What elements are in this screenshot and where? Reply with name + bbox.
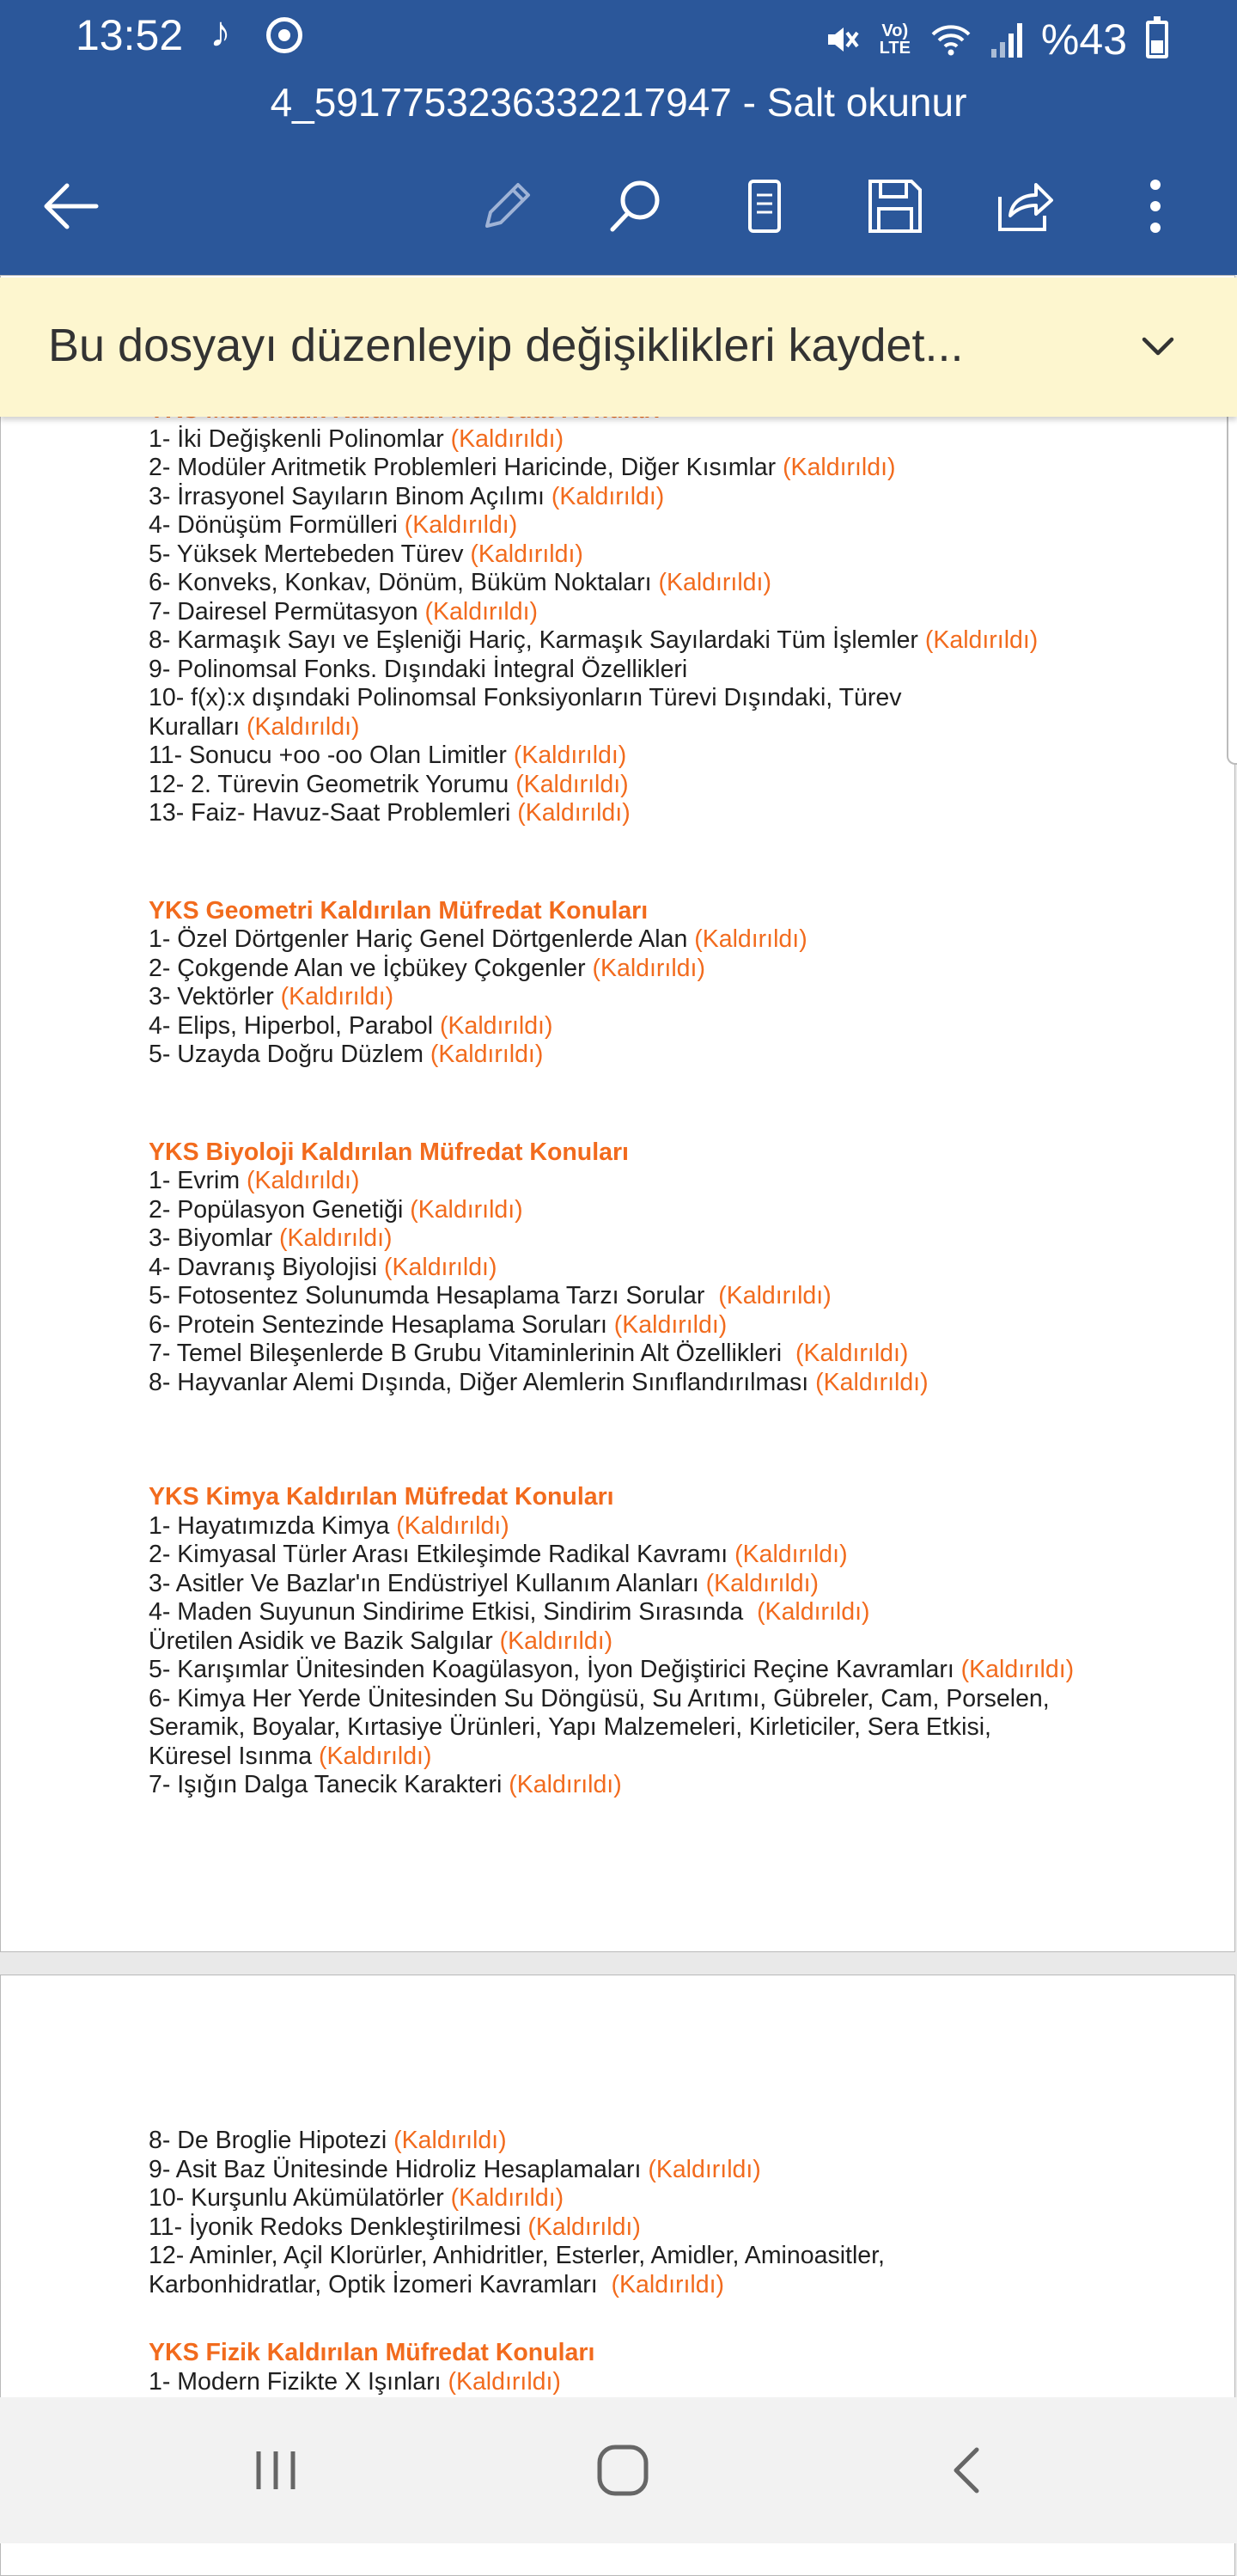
list-item: 6- Kimya Her Yerde Ünitesinden Su Döngüsü, Su Arıtımı, Gübreler, Cam, Porselen, Seramik, Boyalar, Kırtasiye Ürünleri, Yapı Malzemeleri, Kirleticiler, Sera Etkisi, Küresel Isınma (Kaldırıldı)	[149, 1684, 1057, 1770]
list-item: 10- Kurşunlu Akümülatörler (Kaldırıldı)	[149, 2184, 564, 2212]
section-heading: YKS Kimya Kaldırılan Müfredat Konuları	[149, 1483, 614, 1511]
section-fizik	[149, 2339, 1145, 2396]
back-arrow-icon[interactable]	[33, 168, 110, 245]
section-biyoloji	[149, 1138, 1145, 1398]
list-item: 9- Asit Baz Ünitesinde Hidroliz Hesaplamaları (Kaldırıldı)	[149, 2155, 761, 2183]
list-item: 8- Karmaşık Sayı ve Eşleniği Hariç, Karmaşık Sayılardaki Tüm İşlemler (Kaldırıldı)	[149, 626, 1039, 654]
list-item: 2- Popülasyon Genetiği (Kaldırıldı)	[149, 1195, 523, 1224]
list-item: 8- Hayvanlar Alemi Dışında, Diğer Alemlerin Sınıflandırılması (Kaldırıldı)	[149, 1368, 929, 1396]
recent-apps-icon[interactable]	[237, 2432, 314, 2509]
section-heading: YKS Fizik Kaldırılan Müfredat Konuları	[149, 2339, 595, 2366]
list-item: 5- Karışımlar Ünitesinden Koagülasyon, İyon Değiştirici Reçine Kavramları (Kaldırıldı)	[149, 1656, 1075, 1683]
document-title: 4_5917753236332217947 - Salt okunur	[270, 80, 967, 125]
more-vertical-icon[interactable]	[1117, 168, 1194, 245]
list-item: 2- Kimyasal Türler Arası Etkileşimde Radikal Kavramı (Kaldırıldı)	[149, 1541, 848, 1568]
wifi-icon	[929, 22, 972, 57]
home-icon[interactable]	[584, 2432, 661, 2509]
page-1-content	[149, 396, 1145, 1800]
list-item: 4- Maden Suyunun Sindirime Etkisi, Sindirim Sırasında (Kaldırıldı)	[149, 1598, 870, 1626]
list-item: 3- Vektörler (Kaldırıldı)	[149, 983, 394, 1010]
list-item: 1- İki Değişkenli Polinomlar (Kaldırıldı)	[149, 424, 564, 453]
share-icon[interactable]	[986, 168, 1063, 245]
list-item: 3- Biyomlar (Kaldırıldı)	[149, 1224, 393, 1252]
chevron-down-icon[interactable]	[1134, 326, 1182, 369]
whatsapp-icon	[266, 17, 302, 53]
list-item: 12- 2. Türevin Geometrik Yorumu (Kaldırıldı)	[149, 770, 629, 798]
list-item: 2- Modüler Aritmetik Problemleri Haricinde, Diğer Kısımlar (Kaldırıldı)	[149, 454, 896, 481]
list-item: 5- Uzayda Doğru Düzlem (Kaldırıldı)	[149, 1041, 544, 1068]
list-item: 10- f(x):x dışındaki Polinomsal Fonksiyonların Türevi Dışındaki, Türev Kuralları (Kaldırıldı)	[149, 684, 909, 741]
section-kimya	[149, 1483, 1145, 1800]
signal-icon	[991, 21, 1022, 58]
mute-icon	[823, 21, 861, 58]
list-item: 11- Sonucu +oo -oo Olan Limitler (Kaldırıldı)	[149, 742, 627, 769]
list-item: 5- Yüksek Mertebeden Türev (Kaldırıldı)	[149, 540, 583, 568]
list-item: 6- Protein Sentezinde Hesaplama Soruları (Kaldırıldı)	[149, 1310, 728, 1339]
section-heading: YKS Biyoloji Kaldırılan Müfredat Konuları	[149, 1138, 629, 1166]
section-heading: YKS Geometri Kaldırılan Müfredat Konuları	[149, 896, 649, 925]
status-right	[823, 14, 1168, 65]
section-geometri	[149, 897, 1145, 1070]
list-item: 4- Dönüşüm Formülleri (Kaldırıldı)	[149, 511, 518, 539]
mobile-view-icon[interactable]	[726, 168, 803, 245]
battery-icon	[1146, 21, 1168, 58]
list-item: 12- Aminler, Açil Klorürler, Anhidritler, Esterler, Amidler, Aminoasitler, Karbonhidratlar, Optik İzomeri Kavramları (Kaldırıldı)	[149, 2242, 892, 2298]
list-item: 8- De Broglie Hipotezi (Kaldırıldı)	[149, 2127, 507, 2154]
save-icon[interactable]	[856, 168, 934, 245]
list-item: 1- Özel Dörtgenler Hariç Genel Dörtgenlerde Alan (Kaldırıldı)	[149, 925, 807, 953]
list-item: Üretilen Asidik ve Bazik Salgılar (Kaldırıldı)	[149, 1627, 613, 1655]
navigation-bar	[0, 2397, 1237, 2543]
list-item: 7- Temel Bileşenlerde B Grubu Vitaminlerinin Alt Özellikleri (Kaldırıldı)	[149, 1340, 909, 1367]
edit-banner[interactable]	[0, 278, 1237, 417]
list-item: 3- Asitler Ve Bazlar'ın Endüstriyel Kullanım Alanları (Kaldırıldı)	[149, 1569, 820, 1597]
list-item: 9- Polinomsal Fonks. Dışındaki İntegral Özellikleri	[149, 655, 688, 683]
toolbar	[0, 168, 1237, 245]
pencil-icon[interactable]	[468, 168, 545, 245]
status-time: 13:52	[76, 11, 184, 59]
document-page-1	[0, 275, 1235, 1952]
list-item: 13- Faiz- Havuz-Saat Problemleri (Kaldırıldı)	[149, 799, 631, 827]
section-matematik	[149, 396, 1145, 828]
volte-icon: Vo) LTE	[879, 21, 911, 58]
page-2-content	[149, 2127, 1145, 2396]
search-icon[interactable]	[597, 168, 674, 245]
list-item: 1- Modern Fizikte X Işınları (Kaldırıldı)	[149, 2367, 561, 2396]
list-item: 2- Çokgende Alan ve İçbükey Çokgenler (Kaldırıldı)	[149, 954, 705, 982]
list-item: 4- Davranış Biyolojisi (Kaldırıldı)	[149, 1253, 497, 1281]
list-item: 7- Işığın Dalga Tanecik Karakteri (Kaldırıldı)	[149, 1771, 622, 1798]
list-item: 1- Evrim (Kaldırıldı)	[149, 1167, 360, 1194]
back-icon[interactable]	[929, 2432, 1007, 2509]
list-item: 6- Konveks, Konkav, Dönüm, Büküm Noktaları (Kaldırıldı)	[149, 569, 771, 596]
battery-percent: %43	[1040, 15, 1127, 64]
list-item: 1- Hayatımızda Kimya (Kaldırıldı)	[149, 1511, 509, 1540]
list-item: 4- Elips, Hiperbol, Parabol (Kaldırıldı)	[149, 1011, 553, 1040]
banner-text: Bu dosyayı düzenleyip değişiklikleri kaydet...	[48, 320, 964, 371]
music-note-icon: ♪	[210, 8, 231, 56]
list-item: 11- İyonik Redoks Denkleştirilmesi (Kaldırıldı)	[149, 2213, 641, 2241]
list-item: 3- İrrasyonel Sayıların Binom Açılımı (Kaldırıldı)	[149, 482, 665, 510]
app-bar	[0, 0, 1237, 275]
list-item: 7- Dairesel Permütasyon (Kaldırıldı)	[149, 597, 538, 626]
list-item: 5- Fotosentez Solunumda Hesaplama Tarzı Sorular (Kaldırıldı)	[149, 1282, 832, 1309]
status-bar	[0, 0, 1237, 76]
